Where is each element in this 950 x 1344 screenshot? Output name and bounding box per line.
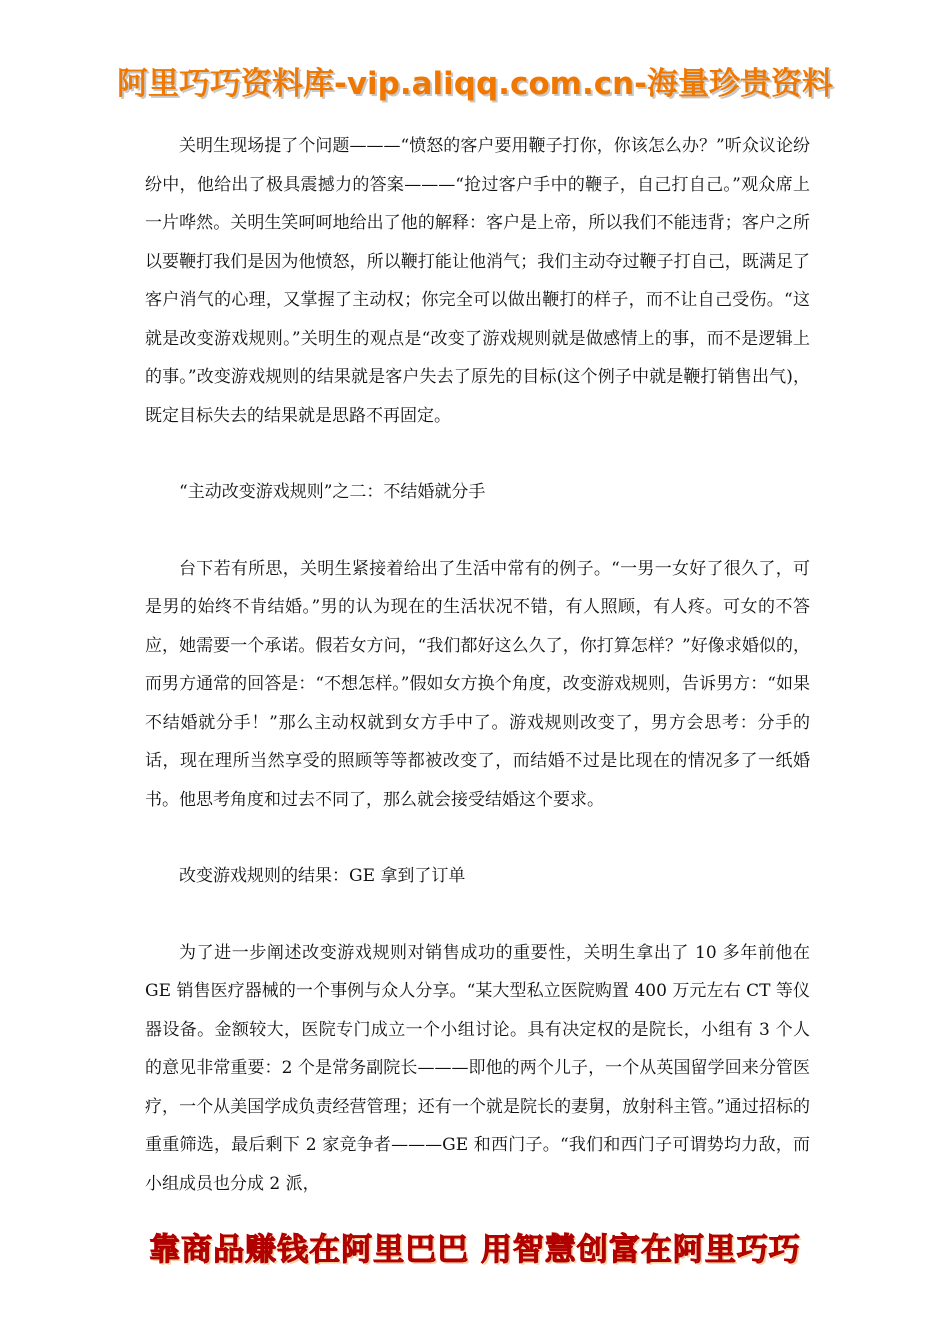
paragraph-ge-case: 为了进一步阐述改变游戏规则对销售成功的重要性，关明生拿出了 10 多年前他在 GE 销售医疗器械的一个事例与众人分享。“某大型私立医院购置 400 万元左右 CT 等仪器设备。金额较大，医院专门成立一个小组讨论。具有决定权的是院长，小组有 3 个人的意见非常重要：2 个是常务副院长———即他的两个儿子，一个从英国留学回来分管医疗，一个从美国学成负责经营管理；还有一个就是院长的妻舅，放射科主管。”通过招标的重重筛选，最后剩下 2 家竞争者———GE 和西门子。“我们和西门子可谓势均力敌，而小组成员也分成 2 派， xyxy=(145,942,810,1194)
footer-banner: 靠商品赚钱在阿里巴巴 用智慧创富在阿里巧巧 xyxy=(149,1232,801,1268)
section-heading-ge-order: 改变游戏规则的结果：GE 拿到了订单 xyxy=(179,866,466,886)
section-heading-marriage: “主动改变游戏规则”之二：不结婚就分手 xyxy=(179,482,486,502)
article-body xyxy=(145,127,810,1203)
paragraph-marriage-example: 台下若有所思，关明生紧接着给出了生活中常有的例子。“一男一女好了很久了，可是男的始终不肯结婚。”男的认为现在的生活状况不错，有人照顾，有人疼。可女的不答应，她需要一个承诺。假若女方问，“我们都好这么久了，你打算怎样？”好像求婚似的，而男方通常的回答是：“不想怎样。”假如女方换个角度，改变游戏规则，告诉男方：“如果不结婚就分手！”那么主动权就到女方手中了。游戏规则改变了，男方会思考：分手的话，现在理所当然享受的照顾等等都被改变了，而结婚不过是比现在的情况多了一纸婚书。他思考角度和过去不同了，那么就会接受结婚这个要求。 xyxy=(145,558,810,810)
paragraph-whip-question: 关明生现场提了个问题———“愤怒的客户要用鞭子打你，你该怎么办？”听众议论纷纷中，他给出了极具震撼力的答案———“抢过客户手中的鞭子，自己打自己。”观众席上一片哗然。关明生笑呵呵地给出了他的解释：客户是上帝，所以我们不能违背；客户之所以要鞭打我们是因为他愤怒，所以鞭打能让他消气；我们主动夺过鞭子打自己，既满足了客户消气的心理，又掌握了主动权；你完全可以做出鞭打的样子，而不让自己受伤。“这就是改变游戏规则。”关明生的观点是“改变了游戏规则就是做感情上的事，而不是逻辑上的事。”改变游戏规则的结果就是客户失去了原先的目标(这个例子中就是鞭打销售出气)，既定目标失去的结果就是思路不再固定。 xyxy=(145,136,810,426)
header-banner: 阿里巧巧资料库-vip.aliqq.com.cn-海量珍贵资料 xyxy=(116,66,834,102)
